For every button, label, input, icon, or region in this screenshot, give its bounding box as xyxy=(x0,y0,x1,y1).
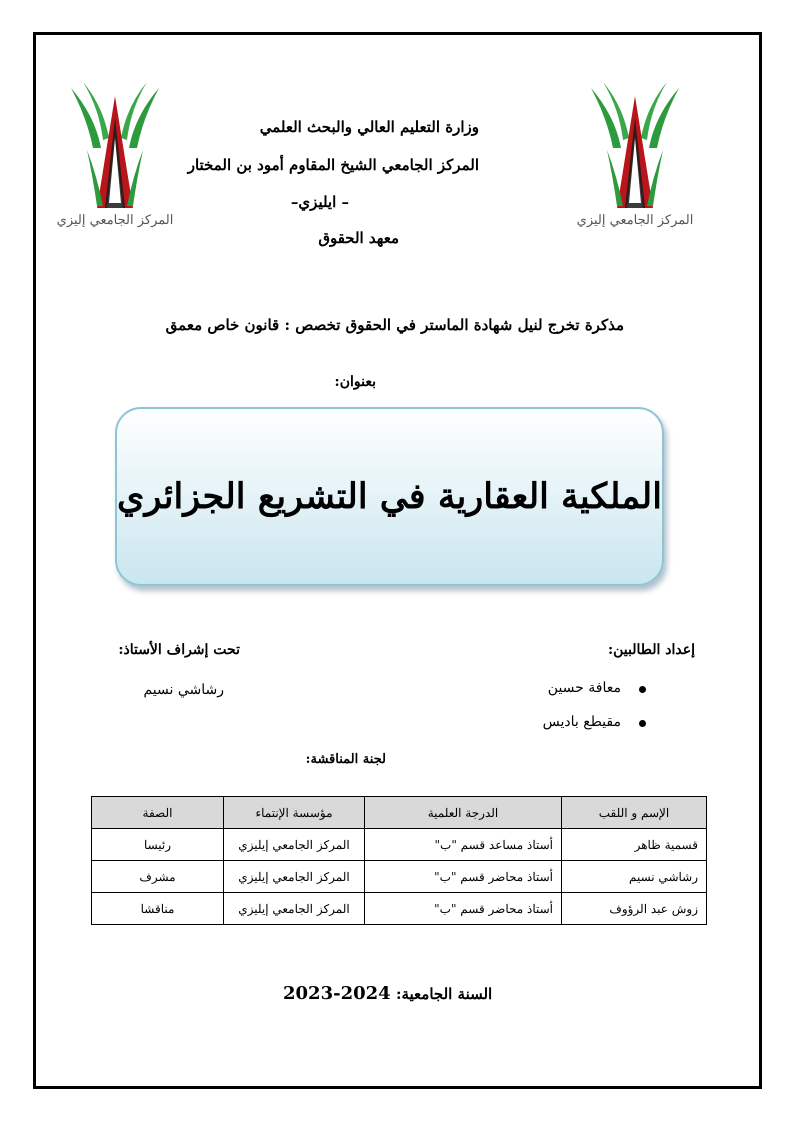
institute-name: معهد الحقوق xyxy=(318,229,399,247)
header-cell: الإسم و اللقب xyxy=(562,797,707,829)
logo-caption: المركز الجامعي إليزي xyxy=(576,213,694,228)
logo-mark-icon xyxy=(591,82,679,208)
header-cell: الدرجة العلمية xyxy=(365,797,562,829)
table-header-row xyxy=(92,797,707,829)
university-logo-right xyxy=(576,78,694,228)
jury-member-rank: أستاذ مساعد قسم "ب" xyxy=(365,829,562,861)
academic-year-label: السنة الجامعية: xyxy=(395,985,493,1003)
table-row xyxy=(92,829,707,861)
jury-member-rank: أستاذ محاضر قسم "ب" xyxy=(365,861,562,893)
academic-year-value: 2024-2023 xyxy=(283,983,391,1004)
header-cell: الصفة xyxy=(92,797,224,829)
jury-member-role: مشرف xyxy=(92,861,224,893)
jury-member-role: رئيسا xyxy=(92,829,224,861)
academic-year xyxy=(283,983,492,1004)
student-name: مقيطع باديس xyxy=(542,714,621,730)
bullet-icon xyxy=(639,686,646,693)
bullet-icon xyxy=(639,720,646,727)
jury-member-name: قسمية ظاهر xyxy=(562,829,707,861)
header-cell: مؤسسة الإنتماء xyxy=(224,797,365,829)
jury-table xyxy=(91,796,707,925)
table-row xyxy=(92,893,707,925)
jury-member-name: زوش عبد الرؤوف xyxy=(562,893,707,925)
logo-caption: المركز الجامعي إليزي xyxy=(56,213,174,228)
jury-member-role: مناقشا xyxy=(92,893,224,925)
supervisor-label: تحت إشراف الأستاذ: xyxy=(118,642,240,658)
student-name: معافة حسين xyxy=(547,680,621,696)
memo-description: مذكرة تخرج لنيل شهادة الماستر في الحقوق تخصص : قانون خاص معمق xyxy=(165,316,624,334)
jury-member-institution: المركز الجامعي إيليزي xyxy=(224,829,365,861)
city-name: – ايليزي– xyxy=(290,193,349,211)
jury-member-institution: المركز الجامعي إيليزي xyxy=(224,893,365,925)
supervisor-name: رشاشي نسيم xyxy=(143,682,224,698)
thesis-title: الملكية العقارية في التشريع الجزائري xyxy=(117,476,662,517)
jury-member-rank: أستاذ محاضر قسم "ب" xyxy=(365,893,562,925)
university-center-name: المركز الجامعي الشيخ المقاوم أمود بن المختار xyxy=(187,156,479,174)
title-label: بعنوان: xyxy=(334,374,376,390)
jury-member-name: رشاشي نسيم xyxy=(562,861,707,893)
students-label: إعداد الطالبين: xyxy=(607,642,695,658)
ministry-name: وزارة التعليم العالي والبحث العلمي xyxy=(259,118,479,136)
jury-member-institution: المركز الجامعي إيليزي xyxy=(224,861,365,893)
jury-label: لجنة المناقشة: xyxy=(305,752,386,767)
title-box xyxy=(115,407,664,586)
table-row xyxy=(92,861,707,893)
logo-mark-icon xyxy=(71,82,159,208)
university-logo-left xyxy=(56,78,174,228)
